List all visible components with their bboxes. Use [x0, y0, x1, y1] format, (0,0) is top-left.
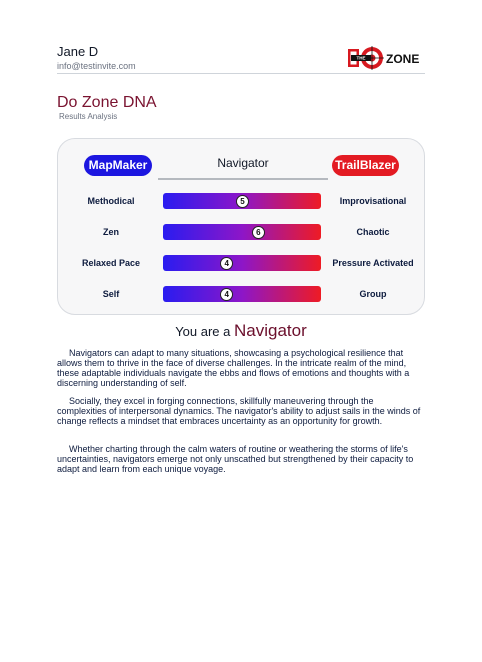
- trait-right-label: Chaotic: [356, 227, 390, 237]
- trait-score-marker: 4: [220, 257, 233, 270]
- svg-text:ZONE: ZONE: [386, 52, 420, 66]
- trait-row-zen: [58, 224, 424, 240]
- trait-row-relaxed-pace: [58, 255, 424, 271]
- result-type-name: Navigator: [234, 321, 307, 340]
- left-type-badge: MapMaker: [84, 155, 152, 176]
- page-title: Do Zone DNA: [57, 94, 157, 111]
- trait-right-label: Group: [359, 289, 387, 299]
- dna-score-card: [57, 138, 425, 315]
- result-paragraph-1: Navigators can adapt to many situations, showcasing a psychological resilience that allows them to thrive in the face of diverse challenges. In the intricate realm of the mind, these adaptable individuals navigate the ebbs and flows of emotions and thoughts with a discerning understanding of self.: [57, 348, 410, 388]
- header-divider: [57, 73, 425, 74]
- do-zone-logo: [348, 45, 426, 71]
- trait-scale-bar: [163, 224, 321, 240]
- trait-scale-bar: [163, 255, 321, 271]
- trait-scale-bar: [163, 193, 321, 209]
- svg-text:THE: THE: [356, 55, 366, 61]
- trait-left-label: Self: [102, 289, 120, 299]
- result-prefix: You are a: [175, 324, 231, 339]
- user-email: info@testinvite.com: [57, 61, 136, 71]
- trait-left-label: Relaxed Pace: [81, 258, 141, 268]
- trait-score-marker: 4: [220, 288, 233, 301]
- trait-right-label: Improvisational: [339, 196, 407, 206]
- result-type-underline: [158, 178, 328, 180]
- trait-score-marker: 5: [236, 195, 249, 208]
- result-paragraph-3: Whether charting through the calm waters of routine or weathering the storms of life's uncertainties, navigators emerge not only unscathed but strengthened by their capacity to adapt and learn from each unique voyage.: [57, 444, 414, 474]
- trait-scale-bar: [163, 286, 321, 302]
- result-paragraph-2: Socially, they excel in forging connections, skillfully maneuvering through the complexities of interpersonal dynamics. The navigator's ability to adjust sails in the winds of change reflects a mindset that embraces uncertainty as an opportunity for growth.: [57, 396, 421, 426]
- trait-score-marker: 6: [252, 226, 265, 239]
- right-type-badge: TrailBlazer: [332, 155, 399, 176]
- user-name: Jane D: [57, 44, 99, 59]
- trait-right-label: Pressure Activated: [332, 258, 414, 268]
- trait-left-label: Zen: [102, 227, 119, 237]
- trait-left-label: Methodical: [87, 196, 135, 206]
- page-subtitle: Results Analysis: [59, 112, 118, 121]
- result-type-label: Navigator: [217, 156, 269, 170]
- trait-row-methodical: [58, 193, 424, 209]
- trait-row-self: [58, 286, 424, 302]
- result-headline: [0, 321, 482, 341]
